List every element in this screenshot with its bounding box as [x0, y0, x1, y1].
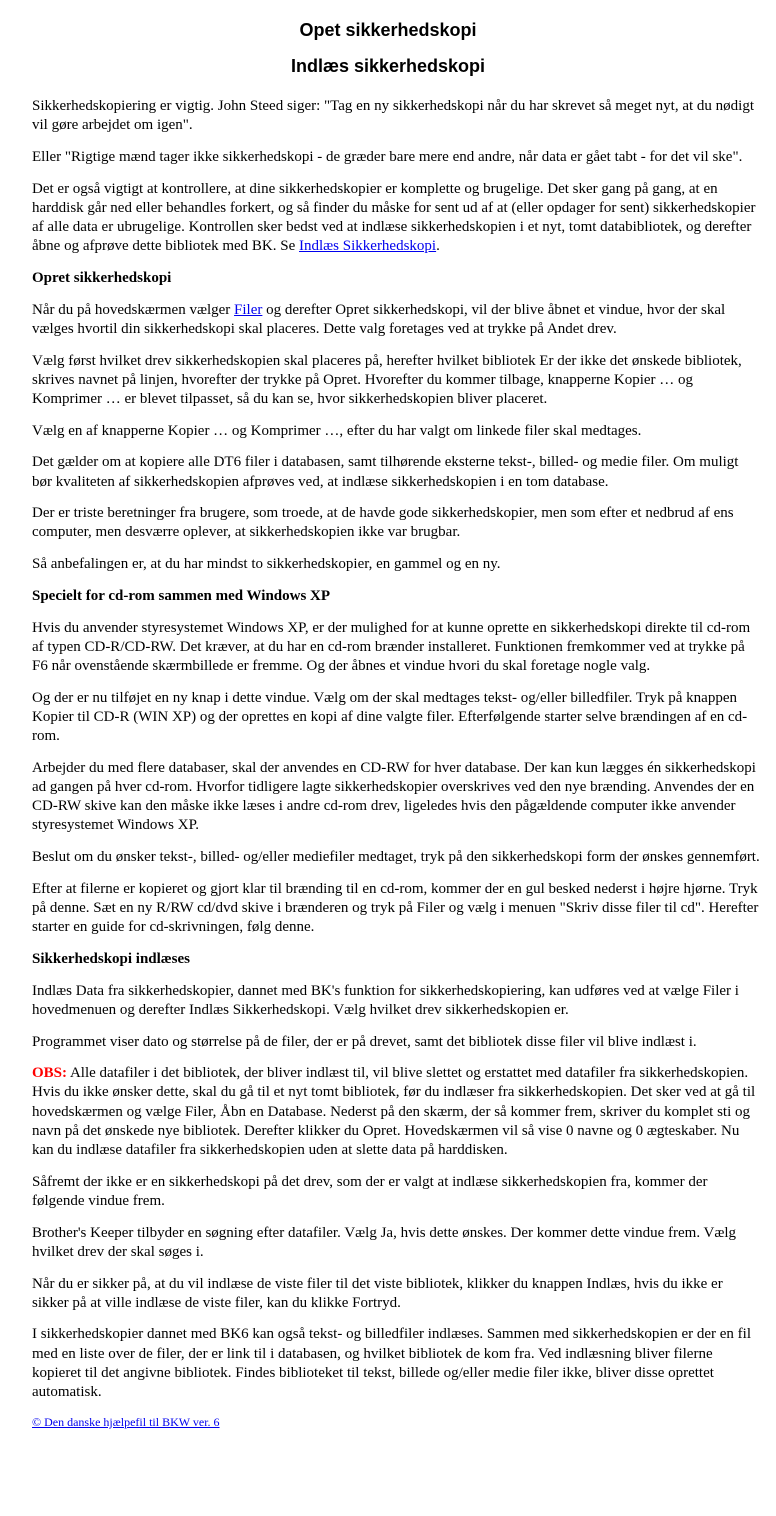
indlaes-paragraph-4: Såfremt der ikke er en sikkerhedskopi på det drev, som der er valgt at indlæse sikkerhedskopien fra, kommer der følgende vindue frem.	[32, 1173, 708, 1209]
obs-label: OBS:	[32, 1065, 68, 1082]
page-subtitle: Indlæs sikkerhedskopi	[290, 56, 486, 76]
section-heading-opret: Opret sikkerhedskopi	[32, 269, 172, 286]
footer	[32, 1415, 760, 1430]
opret-paragraph-6: Så anbefalingen er, at du har mindst to sikkerhedskopier, en gammel og en ny.	[32, 556, 501, 573]
opret-paragraph-1-a: Når du på hovedskærmen vælger	[32, 301, 235, 318]
section-heading-indlaes: Sikkerhedskopi indlæses	[32, 950, 190, 967]
obs-text: Alle datafiler i det bibliotek, der bliver indlæst til, vil blive slettet og erstattet med datafiler fra sikkerhedskopien. Hvis du ikke ønsker dette, skal du gå til et nyt tomt bibliotek, før du indlæser fra sikkerhedskopien. Det sker ved at gå til hovedskærmen og vælge Filer, Åbn en Database. Nederst på den skærm, der så kommer frem, skriver du komplet sti og navn på det ønskede nye bibliotek. Derefter klikker du Opret. Hovedskærmen vil så vise 0 navne og 0 ægteskaber. Nu kan du indlæse datafiler fra sikkerhedskopien uden at slette data på harddisken.	[32, 1065, 756, 1159]
copyright-link[interactable]: © Den danske hjælpefil til BKW ver. 6	[32, 1414, 220, 1429]
indlaes-paragraph-6: Når du er sikker på, at du vil indlæse de viste filer til det viste bibliotek, klikker du knappen Indlæs, hvis du ikke er sikker på at ville indlæse de viste filer, kan du klikke Fortryd.	[32, 1275, 723, 1311]
opret-paragraph-2: Vælg først hvilket drev sikkerhedskopien skal placeres på, herefter hvilket bibliotek Er der ikke det ønskede bibliotek, skrives navnet på linjen, hvorefter der trykke på Opret. Hvorefter du kommer tilbage, knapperne Kopier … og Komprimer … er blevet tilpasset, så du kan se, hvor sikkerhedskopien bliver placeret.	[32, 352, 742, 407]
opret-paragraph-5: Der er triste beretninger fra brugere, som troede, at de havde gode sikkerhedskopier, men som efter et nedbrud af ens computer, men desværre oplever, at sikkerhedskopien ikke var brugbar.	[32, 505, 734, 541]
intro-paragraph-3-end: .	[436, 238, 440, 255]
content-body	[32, 97, 760, 1430]
intro-paragraph-2: Eller "Rigtige mænd tager ikke sikkerhedskopi - de græder bare mere end andre, når data er gået tabt - for det vil ske".	[32, 148, 743, 165]
cdrom-paragraph-4: Beslut om du ønsker tekst-, billed- og/eller mediefiler medtaget, tryk på den sikkerhedskopi form der ønskes gennemført.	[32, 849, 760, 866]
opret-paragraph-3: Vælg en af knapperne Kopier … og Komprimer …, efter du har valgt om linkede filer skal medtages.	[32, 422, 642, 439]
cdrom-paragraph-2: Og der er nu tilføjet en ny knap i dette vindue. Vælg om der skal medtages tekst- og/eller billedfiler. Tryk på knappen Kopier til CD-R (WIN XP) og der oprettes en kopi af dine valgte filer. Efterfølgende starter selve brændingen af en cd-rom.	[32, 689, 748, 745]
cdrom-paragraph-3: Arbejder du med flere databaser, skal der anvendes en CD-RW for hver database. Der kan kun lægges én sikkerhedskopi ad gangen på hver cd-rom. Hvorfor tidligere lagte sikkerhedskopier overskrives ved den nye brænding. Anvendes der en CD-RW skive kan den måske ikke læses i andre cd-rom drev, ligeledes hvis den pågældende computer ikke anvender styresystemet Windows XP.	[32, 759, 756, 834]
cdrom-paragraph-1: Hvis du anvender styresystemet Windows XP, er der mulighed for at kunne oprette en sikkerhedskopi direkte til cd-rom af typen CD-R/CD-RW. Det kræver, at du har en cd-rom brænder installeret. Funktionen fremkommer ved at trykke på F6 når ovenstående skærmbillede er fremme. Og der åbnes et vindue hvori du skal foretage nogle valg.	[32, 619, 751, 674]
intro-paragraph-3	[32, 180, 760, 257]
obs-paragraph	[32, 1064, 760, 1160]
opret-paragraph-1	[32, 301, 760, 339]
opret-paragraph-1-b: og derefter Opret sikkerhedskopi, vil der blive åbnet et vindue, hvor der skal vælges hvortil din sikkerhedskopi skal placeres. Dette valg foretages ved at trykke på Andet drev.	[32, 301, 726, 337]
section-heading-cdrom: Specielt for cd-rom sammen med Windows XP	[32, 587, 331, 604]
opret-paragraph-4: Det gælder om at kopiere alle DT6 filer i databasen, samt tilhørende eksterne tekst-, billed- og medie filer. Om muligt bør kvaliteten af sikkerhedskopien afprøves ved, at indlæse sikkerhedskopien i en tom database.	[32, 454, 739, 490]
indlaes-paragraph-1: Indlæs Data fra sikkerhedskopier, dannet med BK's funktion for sikkerhedskopiering, kan udføres ved at vælge Filer i hovedmenuen og derefter Indlæs Sikkerhedskopi. Vælg hvilket drev sikkerhedskopien er.	[32, 982, 739, 1018]
filer-link[interactable]: Filer	[234, 301, 263, 318]
indlaes-paragraph-7: I sikkerhedskopier dannet med BK6 kan også tekst- og billedfiler indlæses. Sammen med sikkerhedskopien er der en fil med en liste over de filer, der er link til i databasen, og hvilket bibliotek de kom fra. Ved indlæsning bliver filerne kopieret til det angivne bibliotek. Findes biblioteket til tekst, billede og/eller medie filer ikke, bliver disse oprettet automatisk.	[32, 1326, 751, 1401]
indlaes-paragraph-2: Programmet viser dato og størrelse på de filer, der er på drevet, samt det bibliotek disse filer vil blive indlæst i.	[32, 1033, 697, 1050]
page-title: Opet sikkerhedskopi	[299, 20, 477, 40]
indlaes-paragraph-5: Brother's Keeper tilbyder en søgning efter datafiler. Vælg Ja, hvis dette ønskes. Der kommer dette vindue frem. Vælg hvilket drev der skal søges i.	[32, 1224, 737, 1260]
intro-paragraph-1: Sikkerhedskopiering er vigtig. John Steed siger: "Tag en ny sikkerhedskopi når du har skrevet så meget nyt, at du nødigt vil gøre arbejdet om igen".	[32, 98, 755, 134]
intro-paragraph-3-text: Det er også vigtigt at kontrollere, at dine sikkerhedskopier er komplette og brugelige. Det sker gang på gang, at en harddisk går ned eller behandles forkert, og så finder du måske for sent ud af at (eller opdager for sent) sikkerhedskopier af alle data er ubrugelige. Kontrollen sker bedst ved at indlæse sikkerhedskopien i et nyt, tomt databibliotek, og derefter åbne og afprøve dette bibliotek med BK. Se	[32, 180, 756, 255]
indlaes-sikkerhedskopi-link[interactable]: Indlæs Sikkerhedskopi	[299, 238, 437, 255]
cdrom-paragraph-5: Efter at filerne er kopieret og gjort klar til brænding til en cd-rom, kommer der en gul besked nederst i højre hjørne. Tryk på denne. Sæt en ny R/RW cd/dvd skive i brænderen og tryk på Filer og vælg i menuen "Skriv disse filer til cd". Herefter starter en guide for cd-skrivningen, følg denne.	[32, 880, 759, 936]
